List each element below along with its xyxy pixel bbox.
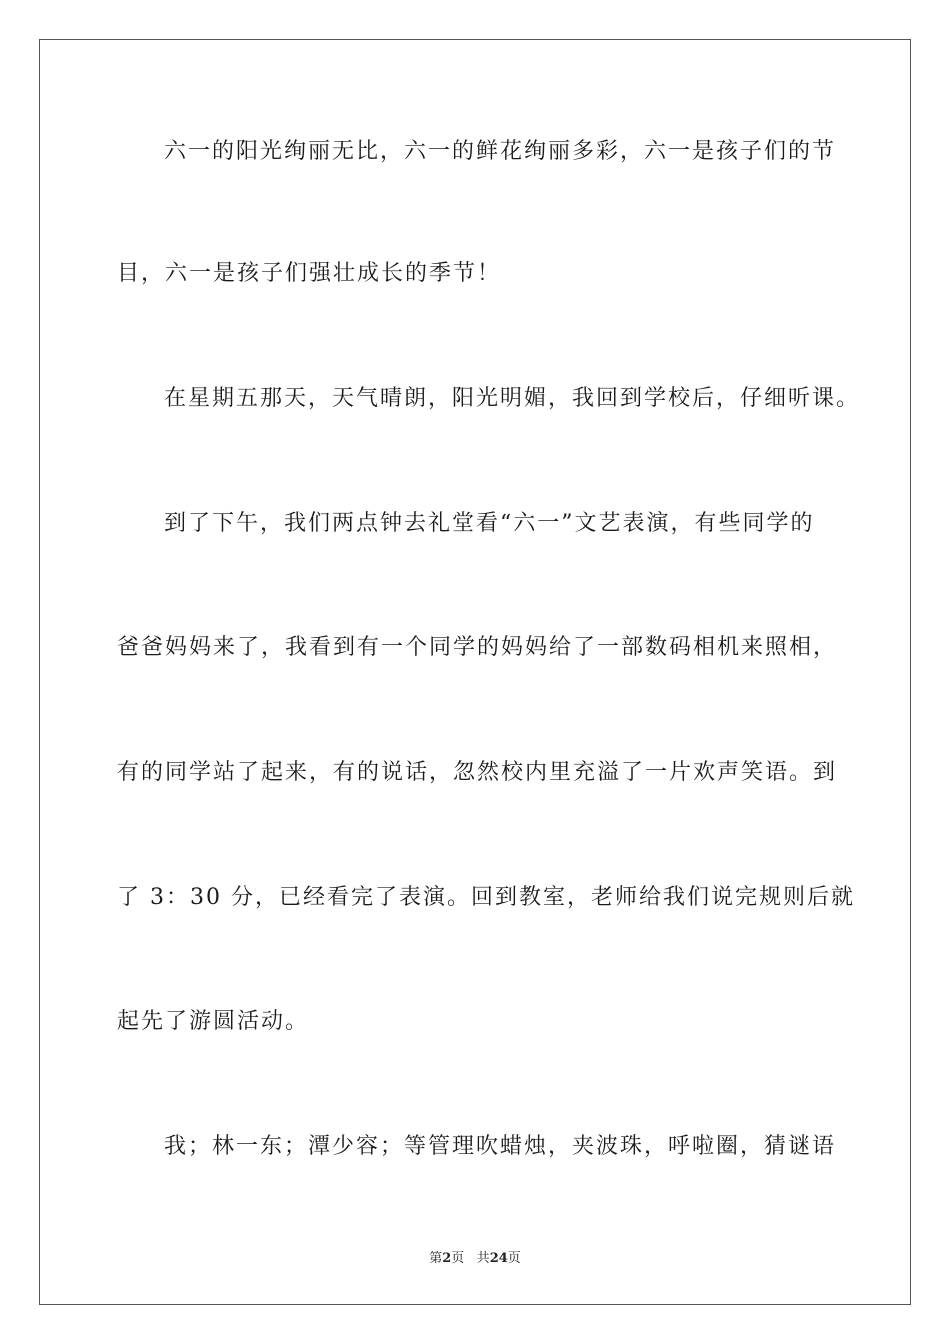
footer-page-word: 页 — [451, 1251, 465, 1266]
paragraph-3-line-3: 有的同学站了起来，有的说话，忽然校内里充溢了一片欢声笑语。到 — [117, 760, 838, 785]
footer-total-suffix: 页 — [507, 1251, 521, 1266]
total-page-number: 24 — [489, 1251, 508, 1266]
paragraph-3-line-1: 到了下午，我们两点钟去礼堂看“六一”文艺表演，有些同学的 — [164, 511, 815, 536]
footer-prefix: 第 — [429, 1251, 443, 1266]
paragraph-1-line-1: 六一的阳光绚丽无比，六一的鲜花绚丽多彩，六一是孩子们的节 — [164, 139, 837, 164]
page-footer — [0, 1247, 950, 1266]
paragraph-1-line-2: 目，六一是孩子们强壮成长的季节！ — [117, 261, 502, 286]
footer-total-prefix: 共 — [476, 1251, 490, 1266]
page-border — [39, 39, 911, 1305]
paragraph-2-line-1: 在星期五那天，天气晴朗，阳光明媚，我回到学校后，仔细听课。 — [164, 386, 861, 411]
current-page-number: 2 — [442, 1251, 452, 1266]
paragraph-3-line-5: 起先了游圆活动。 — [117, 1009, 310, 1034]
paragraph-3-line-2: 爸爸妈妈来了，我看到有一个同学的妈妈给了一部数码相机来照相， — [117, 635, 838, 660]
paragraph-4-line-1: 我；林一东；潭少容；等管理吹蜡烛，夹波珠，呼啦圈，猜谜语 — [164, 1134, 837, 1159]
paragraph-3-line-4: 了 3：30 分，已经看完了表演。回到教室，老师给我们说完规则后就 — [117, 885, 855, 910]
